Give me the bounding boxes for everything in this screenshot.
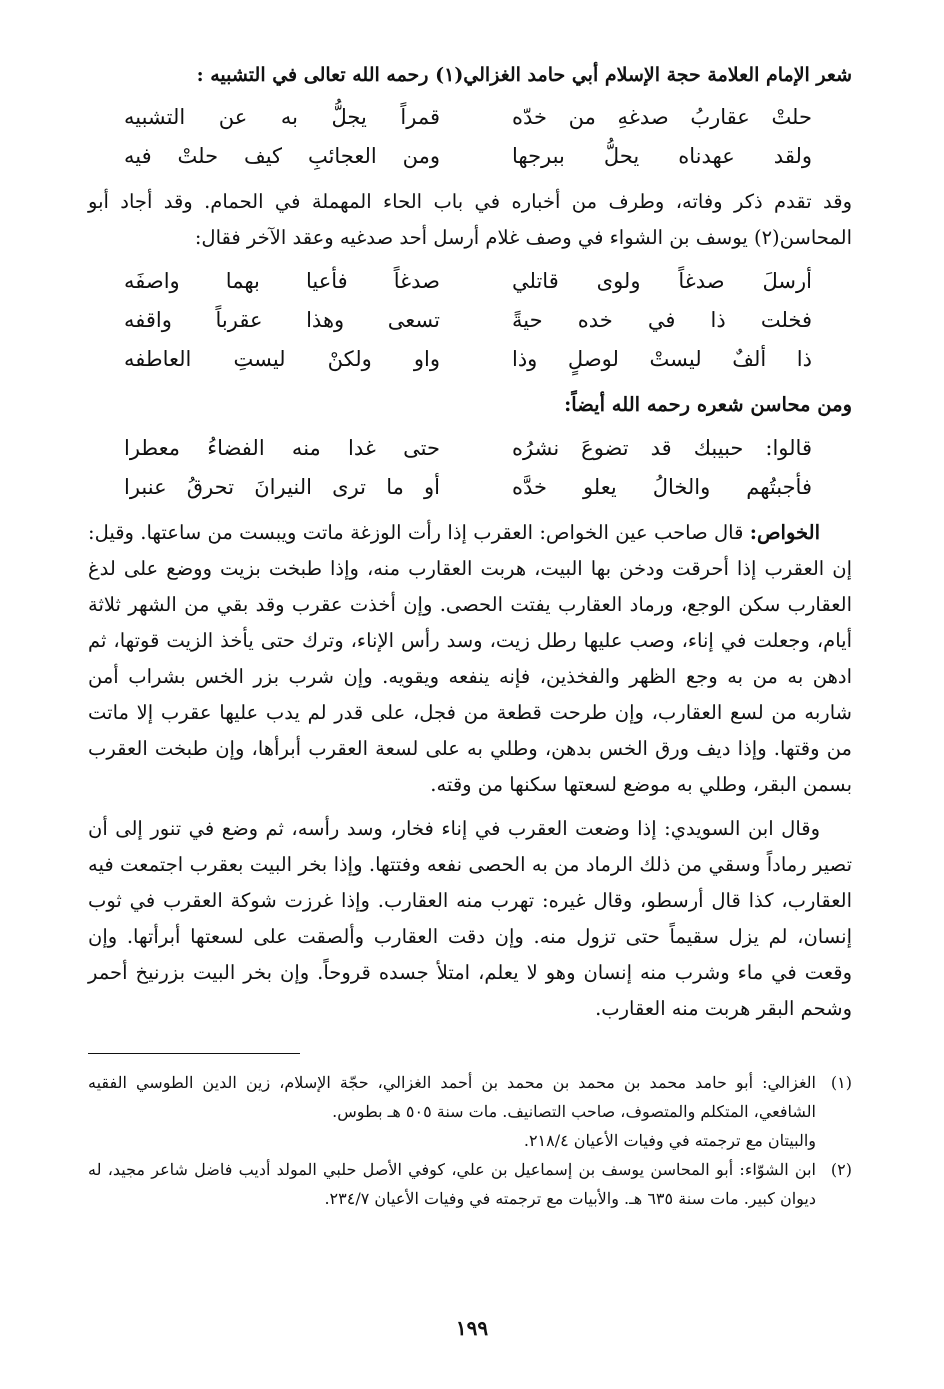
footnote-separator xyxy=(88,1053,300,1054)
footnote xyxy=(88,1068,852,1126)
footnote-number xyxy=(816,1126,852,1155)
intro-line: شعر الإمام العلامة حجة الإسلام أبي حامد الغزالي(١) رحمه الله تعالى في التشبيه : xyxy=(196,64,852,86)
paragraph-ibn-shawwa: وقد تقدم ذكر وفاته، وطرف من أخباره في باب الحاء المهملة في الحمام. وقد أجاد أبو المحاسن(٢) يوسف بن الشواء في وصف غلام أرسل أحد صدغيه وعقد الآخر فقال: xyxy=(88,190,852,249)
footnote-number: (٢) xyxy=(830,1160,852,1179)
verse-first-hemistich: فأجبتُهم والخالُ يعلو خدَّه xyxy=(512,475,812,499)
footnote-text: ابن الشوّاء: أبو المحاسن يوسف بن إسماعيل بن علي، كوفي الأصل حلبي المولد أديب فاضل شاعر مجيد، له ديوان كبير. مات سنة ٦٣٥ هـ. والأبيات مع ترجمته في وفيات الأعيان ٢٣٤/٧. xyxy=(88,1160,816,1208)
verse-second-hemistich: حتى غدا منه الفضاءُ معطرا xyxy=(124,436,440,460)
verse xyxy=(88,262,852,301)
verse xyxy=(88,429,852,468)
paragraph-ibn-suwaidi: وقال ابن السويدي: إذا وضعت العقرب في إناء فخار، وسد رأسه، ثم وضع في تنور إلى أن تصير رماداً وسقي من ذلك الرماد من به الحصى نفعه وفتتها. وإذا بخر البيت بعقرب اجتمعت فيه العقارب، كذا قال أرسطو، وقال غيره: تهرب منه العقارب. وإذا غرزت شوكة العقرب في ثوب إنسان، لم يزل سقيماً حتى تزول منه. وإن دقت العقارب وألصقت على لسعتها أبرأتها. وإن وقعت في ماء وشرب منه إنسان وهو لا يعلم، امتلأ جسده قروحاً. وإن بخر البيت بزرنيخ أحمر وشحم البقر هربت منه العقارب. xyxy=(88,817,852,1020)
footnote xyxy=(88,1126,852,1155)
verse-second-hemistich: صدغاً فأعيا بهما واصفَه xyxy=(124,269,440,293)
subheading: ومن محاسن شعره رحمه الله أيضاً: xyxy=(564,393,852,416)
footnote-text: الغزالي: أبو حامد محمد بن محمد بن محمد بن أحمد الغزالي، حجّة الإسلام، زين الدين الطوسي الفقيه الشافعي، المتكلم والمتصوف، صاحب التصانيف. مات سنة ٥٠٥ هـ بطوس. xyxy=(88,1073,816,1121)
verse-first-hemistich: قالوا: حبيبك قد تضوعَ نشرُه xyxy=(512,436,812,460)
verse-first-hemistich: فخلت ذا في خده حيةً xyxy=(512,308,812,332)
verse-first-hemistich: ولقد عهدناه يحلُّ ببرجها xyxy=(512,144,812,168)
verse-second-hemistich: واو ولكنْ ليستِ العاطفه xyxy=(124,347,440,371)
verse xyxy=(88,137,852,176)
footnote-number: (١) xyxy=(830,1073,852,1092)
footnote xyxy=(88,1155,852,1213)
footnote-text: والبيتان مع ترجمته في وفيات الأعيان ٢١٨/٤. xyxy=(523,1131,816,1150)
poem-ibn-shawwa xyxy=(88,262,852,379)
poem-ghazali xyxy=(88,98,852,176)
properties-text: قال صاحب عين الخواص: العقرب إذا رأت الوزغة ماتت ويبست من ساعتها. وقيل: إن العقرب إذا أحرقت ودخن بها البيت، هربت العقارب منه، وإذا طبخت بزيت ووضع على لدغ العقارب سكن الوجع، ورماد العقارب يفتت الحصى. وإن أخذت عقرب وقد بقي من الشهر ثلاثة أيام، وجعلت في إناء، وصب عليها رطل زيت، وسد رأس الإناء، وترك حتى يأخذ الزيت قوتها، ثم ادهن به من به وجع الظهر والفخذين، فإنه ينفعه ويقويه. وإن شرب بزر الخس بشراب أمن شاربه من لسع العقارب، وإن طرحت قطعة من فجل، على قدر لم يدب عليها عقرب إلا ماتت من وقتها. وإذا ديف ورق الخس بدهن، وطلي به على لسعة العقرب أبرأها، وإن طبخت العقرب بسمن البقر، وطلي به موضع لسعتها سكنها من وقته. xyxy=(88,521,852,796)
verse-first-hemistich: ذا ألفٌ ليستْ لوصلٍ وذا xyxy=(512,347,812,371)
verse-second-hemistich: ومن العجائبِ كيف حلتْ فيه xyxy=(124,144,440,168)
verse-second-hemistich: تسعى وهذا عقرباً واقفه xyxy=(124,308,440,332)
verse-second-hemistich: أو ما ترى النيرانَ تحرقُ عنبرا xyxy=(124,475,440,499)
page-number: ١٩٩ xyxy=(455,1316,489,1340)
verse xyxy=(88,340,852,379)
verse-first-hemistich: أرسلَ صدغاً ولوى قاتلي xyxy=(512,269,812,293)
poem-ibn-shawwa-2 xyxy=(88,429,852,507)
paragraph-properties xyxy=(88,515,852,803)
footnotes xyxy=(88,1068,852,1213)
verse xyxy=(88,98,852,137)
verse-second-hemistich: قمراً يجلُّ به عن التشبيه xyxy=(124,105,440,129)
verse-first-hemistich: حلتْ عقاربُ صدغهِ من خدّه xyxy=(512,105,812,129)
properties-heading: الخواص: xyxy=(749,521,820,544)
verse xyxy=(88,301,852,340)
verse xyxy=(88,468,852,507)
